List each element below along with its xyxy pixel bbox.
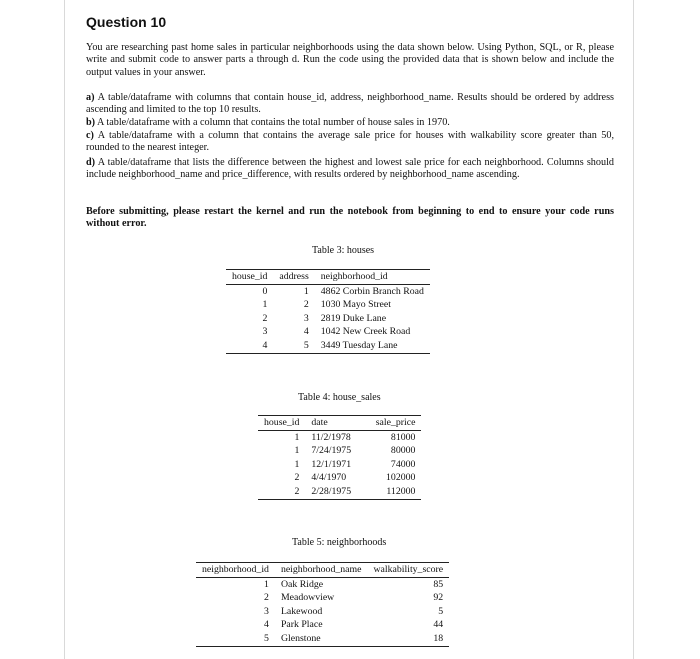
table-cell: 85 (433, 579, 444, 590)
table-row (196, 591, 449, 604)
table5-caption: Table 5: neighborhoods (292, 537, 387, 548)
column-header: date (305, 416, 369, 431)
table-cell: 2 (294, 472, 300, 484)
column-header: neighborhood_id (196, 563, 275, 578)
table-cell: Oak Ridge (280, 579, 324, 590)
neighborhoods-table (196, 562, 449, 647)
table-header-row (196, 563, 449, 578)
table-row (258, 444, 421, 457)
table-cell: 3 (264, 605, 269, 617)
table-cell: 4/4/1970 (311, 472, 347, 484)
table-row (226, 312, 430, 325)
part-c (86, 130, 614, 155)
table-cell: 18 (367, 632, 449, 647)
table-cell: 2 (264, 592, 269, 604)
table-cell: 3449 Tuesday Lane (315, 339, 430, 354)
table-cell: 44 (433, 619, 444, 631)
column-header: neighborhood_id (315, 270, 430, 285)
table-row (226, 339, 430, 354)
table-row (226, 285, 430, 299)
table-row (258, 431, 421, 445)
table-cell: Meadowview (280, 592, 335, 604)
table-cell: 1030 Mayo Street (320, 299, 391, 311)
table-cell: 2 (303, 299, 309, 311)
part-a-label: a) (86, 92, 95, 103)
table-cell: 1 (262, 299, 268, 311)
column-header: house_id (258, 416, 305, 431)
table-cell: 5 (196, 632, 275, 647)
table-row (196, 605, 449, 618)
table-cell: 4 (226, 339, 273, 354)
table-cell: 11/2/1978 (311, 432, 351, 443)
part-d-label: d) (86, 157, 96, 168)
part-d-text: A table/dataframe that lists the difference between the highest and lowest sale price for each neighborhood. Columns should include neighborhood_name and price_difference, with results ordered by neighborhood_name ascending. (86, 157, 615, 181)
table-cell: Lakewood (280, 605, 323, 617)
part-d (86, 157, 614, 182)
column-header: address (273, 270, 314, 285)
table-row (226, 298, 430, 311)
column-header: sale_price (370, 416, 422, 431)
house-sales-table (258, 415, 421, 500)
question-title: Question 10 (86, 14, 167, 30)
table-cell: 4 (303, 326, 309, 338)
part-c-text: A table/dataframe with a column that contains the average sale price for houses with walkability score greater than 50, rounded to the nearest integer. (86, 130, 614, 154)
table-cell: 74000 (390, 458, 416, 470)
table-row (258, 458, 421, 471)
table3-caption: Table 3: houses (312, 245, 375, 256)
part-a-text: A table/dataframe with columns that contain house_id, address, neighborhood_name. Results should be ordered by address ascending and limited to the top 10 results. (86, 92, 615, 116)
table-row (258, 485, 421, 500)
table-cell: 4862 Corbin Branch Road (320, 286, 424, 297)
submission-note: Before submitting, please restart the kernel and run the notebook from beginning to end to ensure your code runs without error. (86, 206, 614, 230)
table-row (196, 632, 449, 647)
table-header-row (258, 416, 421, 431)
part-b-text: A table/dataframe with a column that contains the total number of house sales in 1970. (97, 117, 450, 128)
table-row (226, 325, 430, 338)
column-header: house_id (226, 270, 273, 285)
table-cell: 1 (294, 432, 300, 443)
table-row (196, 578, 449, 592)
table-cell: Glenstone (275, 632, 368, 647)
table-cell: 2 (258, 485, 305, 500)
table-cell: 0 (262, 286, 268, 297)
table-cell: 3 (262, 326, 268, 338)
part-b-label: b) (86, 117, 96, 128)
table-cell: Park Place (280, 619, 323, 631)
column-header: neighborhood_name (275, 563, 368, 578)
table-cell: 4 (264, 619, 269, 631)
table-cell: 81000 (390, 432, 416, 443)
table-cell: 2 (262, 312, 268, 324)
table-cell: 1042 New Creek Road (320, 326, 411, 338)
table-cell: 1 (294, 458, 300, 470)
table-cell: 102000 (386, 472, 416, 484)
table-row (258, 471, 421, 484)
houses-table (226, 269, 430, 354)
table-cell: 92 (433, 592, 444, 604)
part-b (86, 117, 614, 129)
table-cell: 1 (294, 445, 300, 457)
table-cell: 1 (264, 579, 269, 590)
table-cell: 2819 Duke Lane (320, 312, 387, 324)
table-cell: 7/24/1975 (311, 445, 352, 457)
part-a (86, 92, 614, 117)
intro-paragraph: You are researching past home sales in particular neighborhoods using the data shown below. Using Python, SQL, or R, please write and submit code to answer parts a through d. Run the code using the provided data that is shown below and include the output values in your answer. (86, 42, 614, 78)
table-cell: 112000 (370, 485, 422, 500)
table-cell: 1 (303, 286, 309, 297)
table-cell: 2/28/1975 (305, 485, 369, 500)
table-header-row (226, 270, 430, 285)
table-cell: 5 (438, 605, 444, 617)
table4-caption: Table 4: house_sales (298, 392, 381, 403)
part-c-label: c) (86, 130, 94, 141)
table-cell: 12/1/1971 (311, 458, 352, 470)
table-cell: 3 (303, 312, 309, 324)
column-header: walkability_score (367, 563, 449, 578)
table-row (196, 618, 449, 631)
table-cell: 80000 (390, 445, 416, 457)
table-cell: 5 (273, 339, 314, 354)
